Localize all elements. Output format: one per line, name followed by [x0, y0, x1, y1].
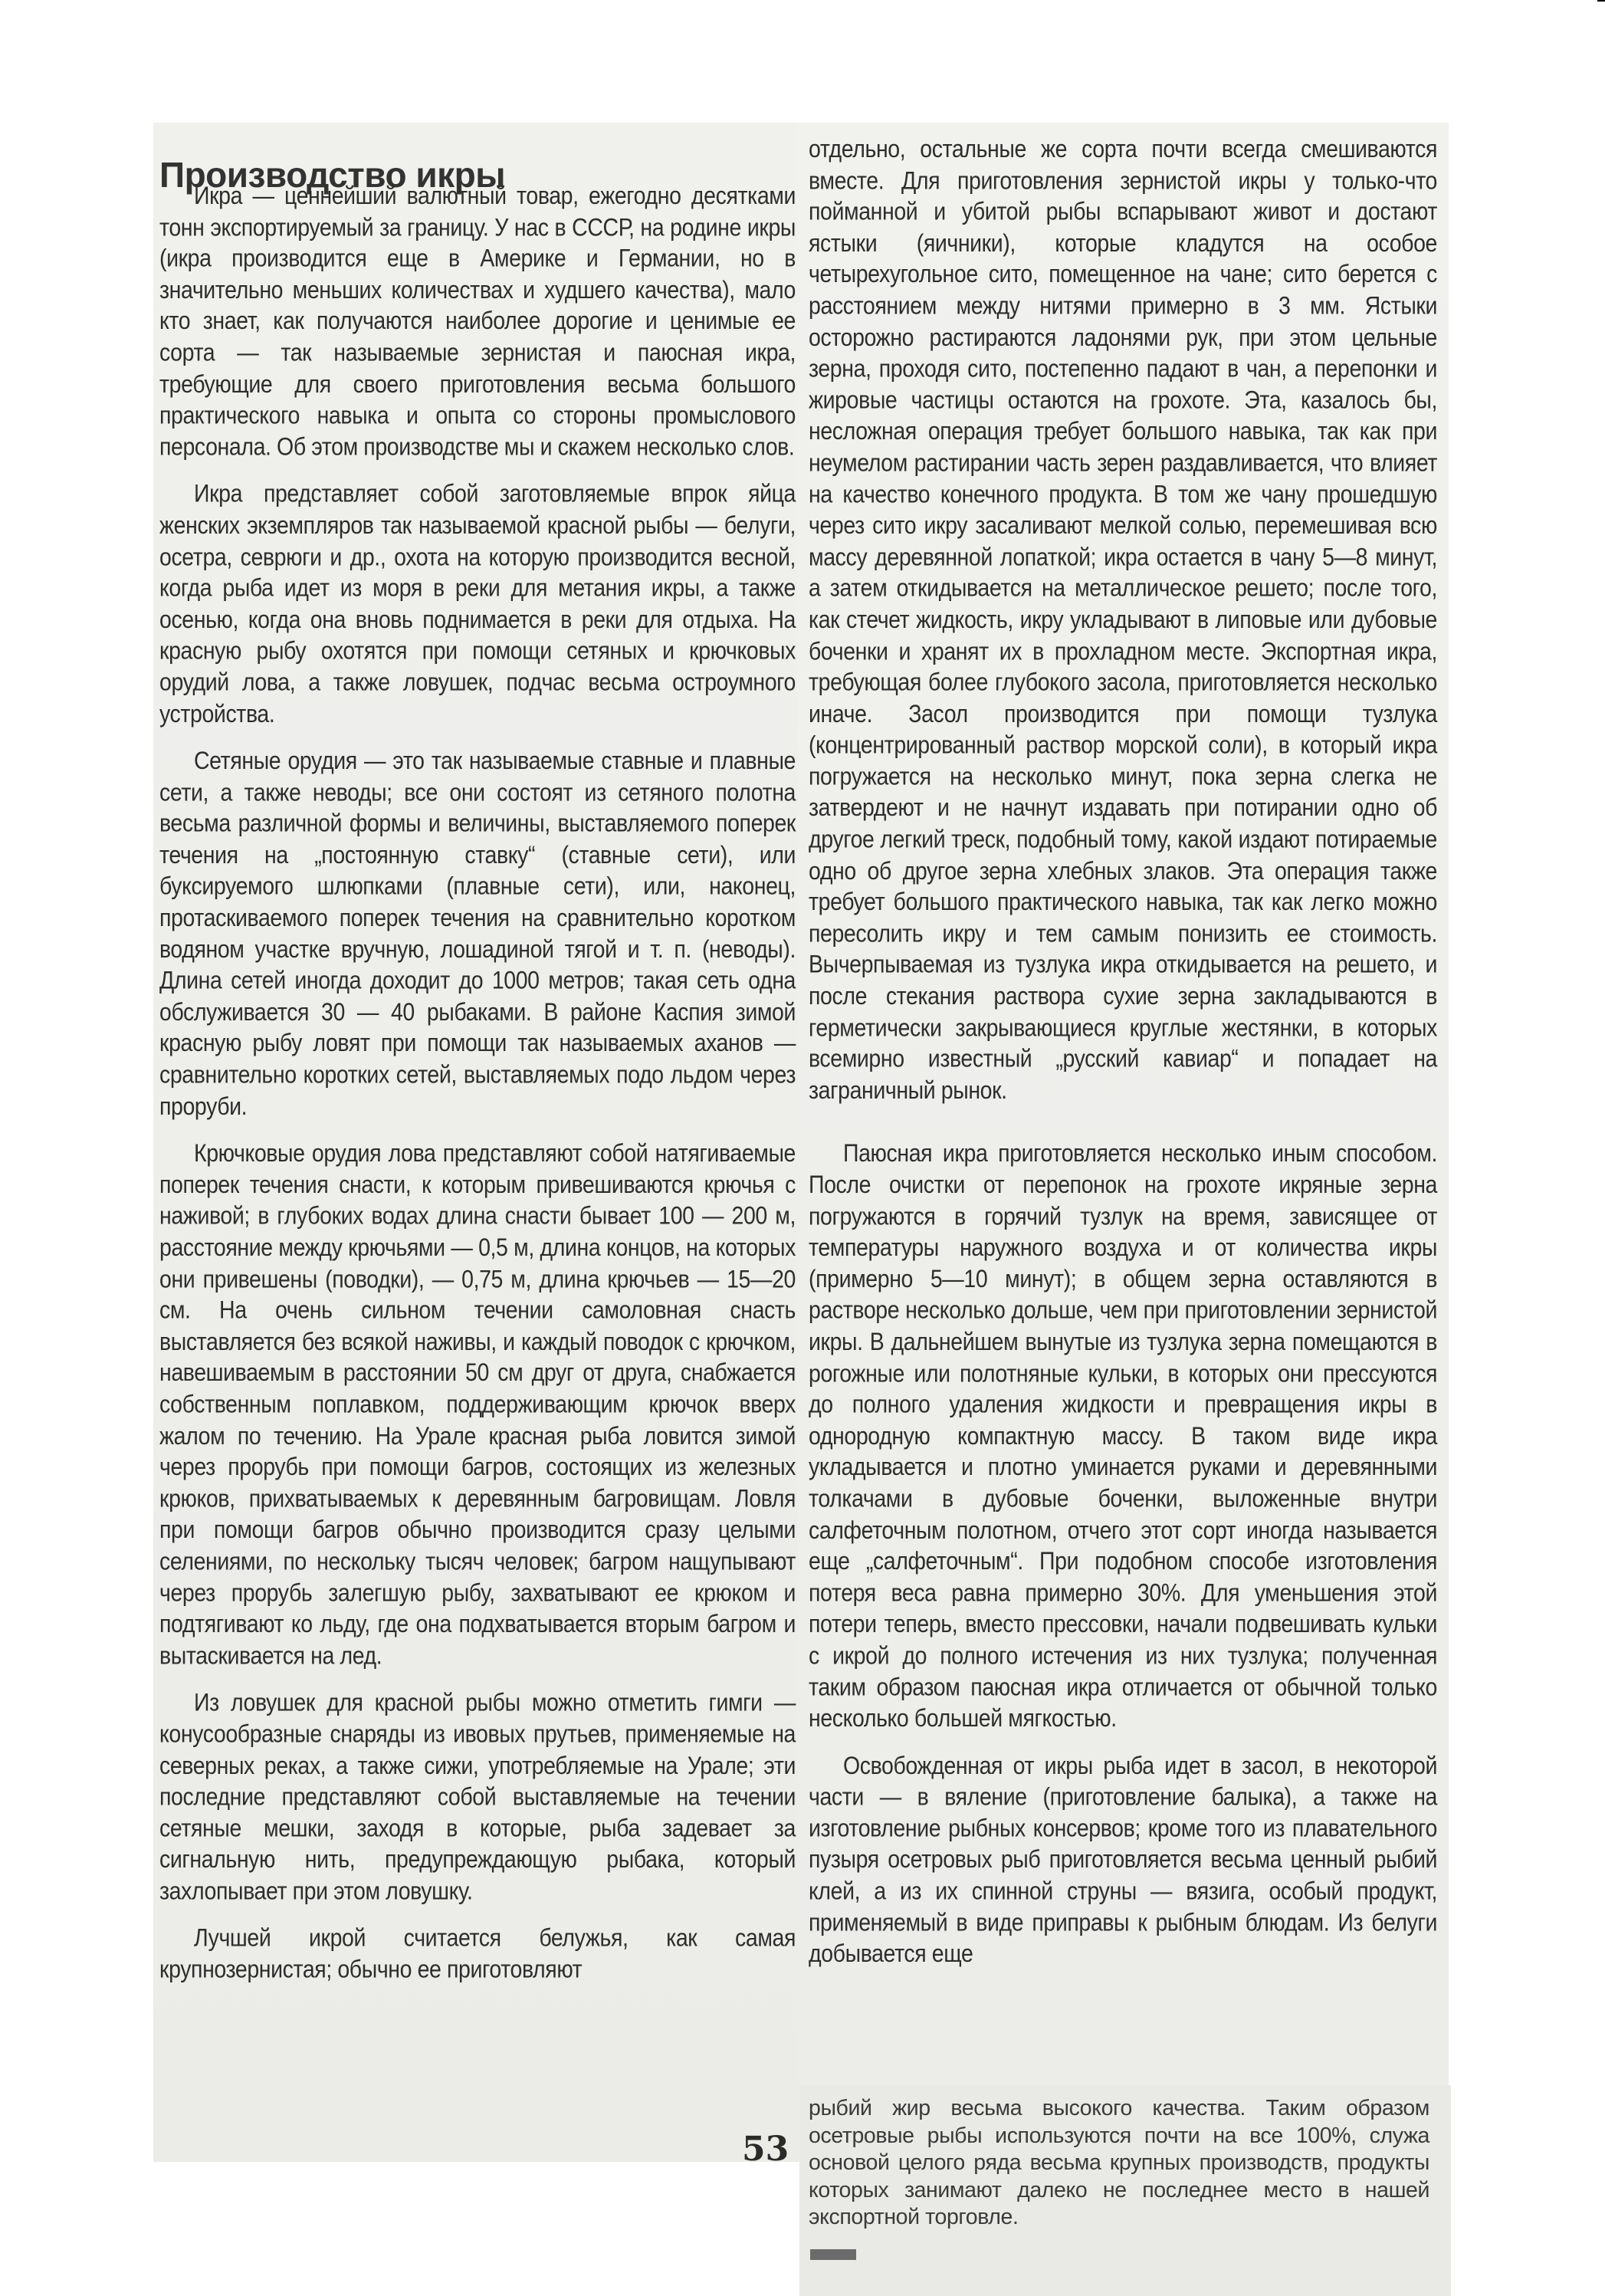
clipping-text-block	[809, 2095, 1429, 2232]
paragraph: Из ловушек для красной рыбы можно отметить гимги — конусообразные снаряды из ивовых прутьев, применяемые на северных реках, а также сижи, употребляемые на Урале; эти последние представляют собой выставляемые на течении сетяные мешки, заходя в которые, рыба задевает за сигнальную нить, предупреждающую рыбака, который захлопывает при этом ловушку.	[159, 1688, 796, 1906]
paragraph: Икра представляет собой заготовляемые впрок яйца женских экземпляров так называемой красной рыбы — белуги, осетра, севрюги и др., охота на которую производится весной, когда рыба идет из моря в реки для метания икры, а также осенью, когда она вновь поднимается в реки для отдыха. На красную рыбу охотятся при помощи сетяных и крючковых орудий лова, а также ловушек, подчас весьма остроумного устройства.	[159, 480, 796, 728]
paragraph: Паюсная икра приготовляется несколько иным способом. После очистки от перепонок на грохоте икряные зерна погружаются в горячий тузлук на время, зависящее от температуры наружного воздуха и от количества икры (примерно 5—10 минут); в общем зерна оставляются в растворе несколько дольше, чем при приготовлении зернистой икры. В дальнейшем вынутые из тузлука зерна помещаются в рогожные или полотняные кульки, в которых они прессуются до полного удаления жидкости и превращения икры в однородную компактную массу. В таком виде икра укладывается и плотно уминается руками и деревянными толкачами в дубовые боченки, выложенные внутри салфеточным полотном, отчего этот сорт иногда называется еще „салфеточным“. При подобном способе изготовления потеря веса равна примерно 30%. Для уменьшения этой потери теперь, вместо прессовки, начали подвешивать кульки с икрой до полного истечения из них тузлука; полученная таким образом паюсная икра отличается от обычной только несколько большей мягкостью.	[809, 1139, 1437, 1733]
paragraph: рыбий жир весьма высокого качества. Таким образом осетровые рыбы используются почти на все 100%, служа основой целого ряда весьма крупных производств, продукты которых занимают далеко не последнее место в нашей экспортной торговле.	[809, 2096, 1429, 2230]
ink-stamp-mark	[810, 2249, 856, 2260]
paragraph: Икра — ценнейший валютный товар, ежегодно десятками тонн экспортируемый за границу. У нас в СССР, на родине икры (икра производится еще в Америке и Германии, но в значительно меньших количествах и худшего качества), мало кто знает, как получаются наиболее дорогие и ценимые ее сорта — так называемые зернистая и паюсная икра, требующие для своего приготовления весьма большого практического навыка и опыта со стороны промыслового персонала. Об этом производстве мы и скажем несколько слов.	[159, 182, 796, 461]
left-column	[159, 181, 796, 1986]
scan-corner-mark	[1597, 0, 1605, 2]
paragraph: отдельно, остальные же сорта почти всегда смешиваются вместе. Для приготовления зернистой икры у только-что пойманной и убитой рыбы вспарывают живот и достают ястыки (яичники), которые кладутся на особое четырехугольное сито, помещенное на чане; сито берется с расстоянием между нитями примерно в 3 мм. Ястыки осторожно растираются ладонями рук, при этом цельные зерна, проходя сито, постепенно падают в чан, а перепонки и жировые частицы остаются на грохоте. Эта, казалось бы, несложная операция требует большого навыка, так как при неумелом растирании часть зерен раздавливается, что влияет на качество конечного продукта. В том же чану прошедшую через сито икру засаливают мелкой солью, перемешивая всю массу деревянной лопаткой; икра остается в чану 5—8 минут, а затем откидывается на металлическое решето; после того, как стечет жидкость, икру укладывают в липовые или дубовые боченки и хранят их в прохладном месте. Экспортная икра, требующая более глубокого засола, приготовляется несколько иначе. Засол производится при помощи тузлука (концентрированный раствор морской соли), в который икра погружается на несколько минут, пока зерна слегка не затвердеют и не начнут издавать при потирании одно об другое легкий треск, подобный тому, какой издают потираемые одно об другое зерна хлебных злаков. Эта операция также требует большого практического навыка, так как легко можно пересолить икру и тем самым понизить ее стоимость. Вычерпываемая из тузлука икра откидывается на решето, и после стекания раствора сухие зерна закладываются в герметически закрывающиеся круглые жестянки, в которых всемирно известный „русский кавиар“ и попадает на заграничный рынок.	[809, 135, 1437, 1105]
paragraph: Сетяные орудия — это так называемые ставные и плавные сети, а также неводы; все они состоят из сетяного полотна весьма различной формы и величины, выставляемого поперек течения на „постоянную ставку“ (ставные сети), или буксируемого шлюпками (плавные сети), или, наконец, протаскиваемого поперек течения на сравнительно коротком водяном участке вручную, лошадиной тягой и т. п. (неводы). Длина сетей иногда доходит до 1000 метров; такая сеть одна обслуживается 30 — 40 рыбаками. В районе Каспия зимой красную рыбу ловят при помощи так называемых аханов — сравнительно коротких сетей, выставляемых подо льдом через проруби.	[159, 747, 796, 1121]
paragraph: Лучшей икрой считается белужья, как самая крупнозернистая; обычно ее приготовляют	[159, 1924, 796, 1984]
paragraph: Крючковые орудия лова представляют собой натягиваемые поперек течения снасти, к которым привешиваются крючья с наживой; в глубоких водах длина снасти бывает 100 — 200 м, расстояние между крючьями — 0,5 м, длина концов, на которых они привешены (поводки), — 0,75 м, длина крючьев — 15—20 см. На очень сильном течении самоловная снасть выставляется без всякой наживы, и каждый поводок с крючком, навешиваемым в расстоянии 50 см друг от друга, снабжается собственным поплавком, поддерживающим крючок вверх жалом по течению. На Урале красная рыба ловится зимой через прорубь при помощи багров, состоящих из железных крюков, прихватываемых к деревянным багровищам. Ловля при помощи багров обычно производится сразу целыми селениями, по нескольку тысяч человек; багром нащупывают через прорубь залегшую рыбу, захватывают ее крюком и подтягивают ко льду, где она подхватывается вторым багром и вытаскивается на лед.	[159, 1139, 796, 1670]
right-column	[809, 134, 1437, 1970]
paragraph: Освобожденная от икры рыба идет в засол, в некоторой части — в вяление (приготовление балыка), а также на изготовление рыбных консервов; кроме того из плавательного пузыря осетровых рыб приготовляется весьма ценный рыбий клей, а из их спинной струны — вязига, особый продукт, применяемый в виде приправы к рыбным блюдам. Из белуги добывается еще	[809, 1751, 1437, 1969]
article-title: Производство икры	[159, 154, 506, 195]
page-number: 53	[742, 2130, 789, 2169]
